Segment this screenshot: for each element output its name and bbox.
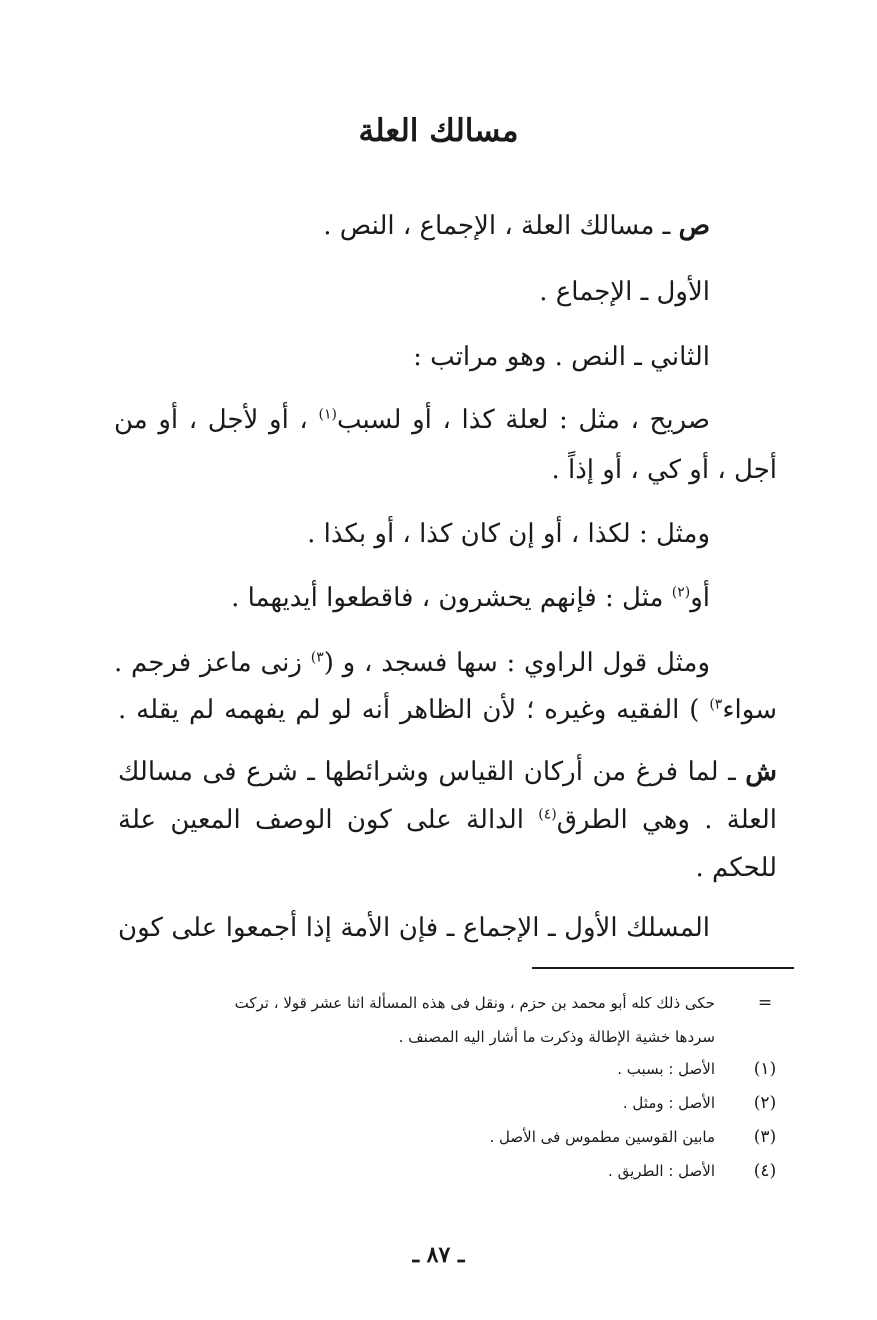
footnote-4-marker: (٤) (753, 1161, 777, 1181)
line-11-text-a: العلة . وهي الطرق (556, 805, 777, 835)
line-2-text: الأول ـ الإجماع . (539, 277, 710, 307)
footnote-continuation-marker: = (757, 993, 773, 1013)
line-11-text-b: الدالة على كون الوصف المعين علة (118, 805, 524, 835)
line-3-text: الثاني ـ النص . وهو مراتب : (413, 342, 710, 372)
footnote-ref-3-close: ٣) (709, 696, 723, 713)
text-line-2 (539, 272, 710, 312)
footnote-ref-2: (٢) (671, 584, 691, 601)
line-12-text: للحكم . (695, 853, 777, 883)
footnote-4-text: الأصل : الطريق . (608, 1162, 715, 1180)
text-line-3 (413, 337, 710, 377)
text-line-6 (307, 514, 710, 554)
text-line-8 (114, 643, 710, 683)
line-8-text-b: زنى ماعز فرجم . (114, 648, 302, 678)
footnote-1-marker: (١) (753, 1059, 777, 1079)
footnote-2-marker: (٢) (753, 1093, 777, 1113)
footnote-3-marker: (٣) (753, 1127, 777, 1147)
footnote-continuation-line-1: حكى ذلك كله أبو محمد بن حزم ، ونقل فى هذه المسألة اثنا عشر قولا ، تركت (234, 994, 715, 1012)
line-7-text-b: مثل : فإنهم يحشرون ، فاقطعوا أيديهما . (231, 583, 664, 613)
matn-marker: ص (678, 211, 710, 241)
footnote-ref-1: (١) (318, 406, 337, 423)
sharh-marker: ش (745, 757, 777, 787)
footnote-ref-4: (٤) (538, 806, 557, 823)
page-number: ـ ٨٧ ـ (412, 1242, 465, 1268)
footnote-3-text: مابين القوسين مطموس فى الأصل . (489, 1128, 715, 1146)
line-8-text-a: ومثل قول الراوي : سها فسجد ، و ( (323, 648, 711, 678)
line-10-text: ـ لما فرغ من أركان القياس وشرائطها ـ شرع فى مسالك (118, 757, 736, 787)
page-title: مسالك العلة (358, 113, 519, 149)
text-line-11 (118, 800, 777, 840)
footnote-ref-3-open: ٣) (310, 649, 324, 666)
line-9-text-b: ) الفقيه وغيره ؛ لأن الظاهر أنه لو لم يفهمه لم يقله . (118, 695, 700, 725)
text-line-7 (231, 578, 710, 618)
text-line-12 (695, 848, 777, 888)
line-5-text: أجل ، أو كي ، أو إذاً . (551, 455, 777, 485)
text-line-4 (114, 400, 710, 440)
text-line-1 (323, 206, 710, 246)
text-line-13 (118, 908, 710, 948)
line-6-text: ومثل : لكذا ، أو إن كان كذا ، أو بكذا . (307, 519, 710, 549)
text-line-10 (118, 752, 777, 792)
line-13-text: المسلك الأول ـ الإجماع ـ فإن الأمة إذا أجمعوا على كون (118, 913, 710, 943)
footnote-rule (532, 967, 794, 969)
text-line-5 (551, 450, 777, 490)
footnote-2-text: الأصل : ومثل . (622, 1094, 715, 1112)
line-1-text: ـ مسالك العلة ، الإجماع ، النص . (323, 211, 671, 241)
line-7-text-a: أو (690, 583, 710, 613)
line-4-text-a: صريح ، مثل : لعلة كذا ، أو لسبب (336, 405, 710, 435)
text-line-9 (118, 690, 777, 730)
footnote-continuation-line-2: سردها خشية الإطالة وذكرت ما أشار اليه المصنف . (398, 1028, 715, 1046)
line-9-text-a: سواء (722, 695, 777, 725)
footnote-1-text: الأصل : بسبب . (617, 1060, 715, 1078)
line-4-text-b: ، أو لأجل ، أو من (114, 405, 308, 435)
